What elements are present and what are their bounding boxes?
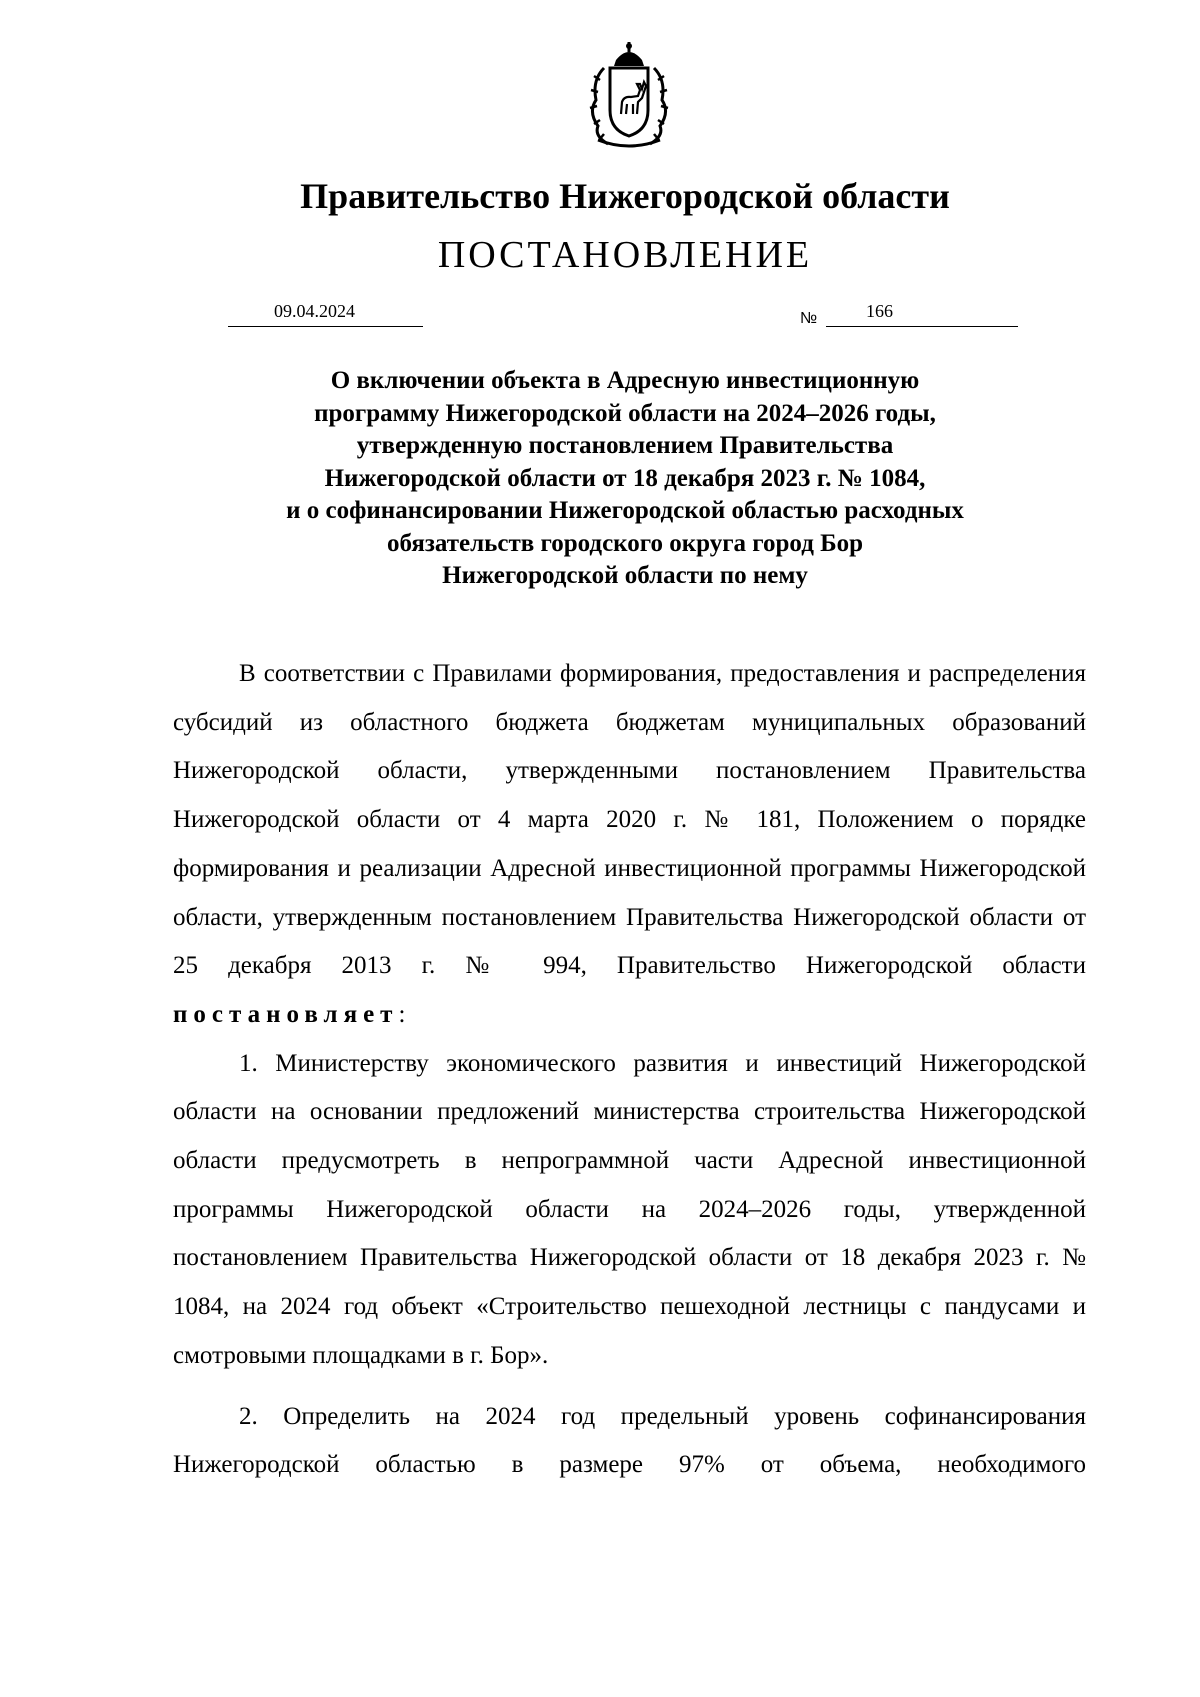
document-subject xyxy=(0,365,1200,593)
date-field xyxy=(228,300,423,327)
item-2-paragraph: 2. Определить на 2024 год предельный уровень софинансирования Нижегородской областью в размере 97% от объема, необходимого xyxy=(173,1402,1086,1479)
subject-line: программу Нижегородской области на 2024–2026 годы, xyxy=(314,399,936,427)
subject-line: обязательств городского округа город Бор xyxy=(386,529,864,557)
document-date: 09.04.2024 xyxy=(274,301,355,321)
subject-line: Нижегородской области по нему xyxy=(442,562,808,589)
subject-line: утвержденную постановлением Правительства xyxy=(356,432,894,459)
item-1-paragraph: 1. Министерству экономического развития и инвестиций Нижегородской области на основании предложений министерства строительства Нижегородской области предусмотреть в непрограммной части Адресной инвестиционной программы Нижегородской области на 2024–2026 годы, утвержденной постановлением Правительства Нижегородской области от 18 декабря 2023 г. № 1084, на 2024 год объект «Строительство пешеходной лестницы с пандусами и смотровыми площадками в г. Бор». xyxy=(173,1049,1086,1369)
subject-line: и о софинансировании Нижегородской областью расходных xyxy=(286,497,964,524)
number-field xyxy=(826,300,1018,327)
document-number: 166 xyxy=(866,301,893,321)
government-title: Правительство Нижегородской области xyxy=(300,176,950,216)
subject-line: О включении объекта в Адресную инвестиционную xyxy=(330,367,920,394)
document-body xyxy=(173,650,1086,1490)
number-sign: № xyxy=(800,310,818,327)
decree-colon: : xyxy=(398,1000,406,1028)
document-type: ПОСТАНОВЛЕНИЕ xyxy=(437,234,813,276)
preamble-paragraph: В соответствии с Правилами формирования, предоставления и распределения субсидий из областного бюджета бюджетам муниципальных образований Нижегородской области, утвержденными постановлением Правительства Нижегородской области от 4 марта 2020 г. № 181, Положением о порядке формирования и реализации Адресной инвестиционной программы Нижегородской области, утвержденным постановлением Правительства Нижегородской области от 25 декабря 2013 г. № 994, Правительство Нижегородской области xyxy=(173,660,1086,980)
decree-word: постановляет xyxy=(173,1000,399,1028)
coat-of-arms-icon xyxy=(574,40,684,152)
decree-line xyxy=(173,991,1086,1040)
subject-line: Нижегородской области от 18 декабря 2023 г. № 1084, xyxy=(324,464,926,492)
